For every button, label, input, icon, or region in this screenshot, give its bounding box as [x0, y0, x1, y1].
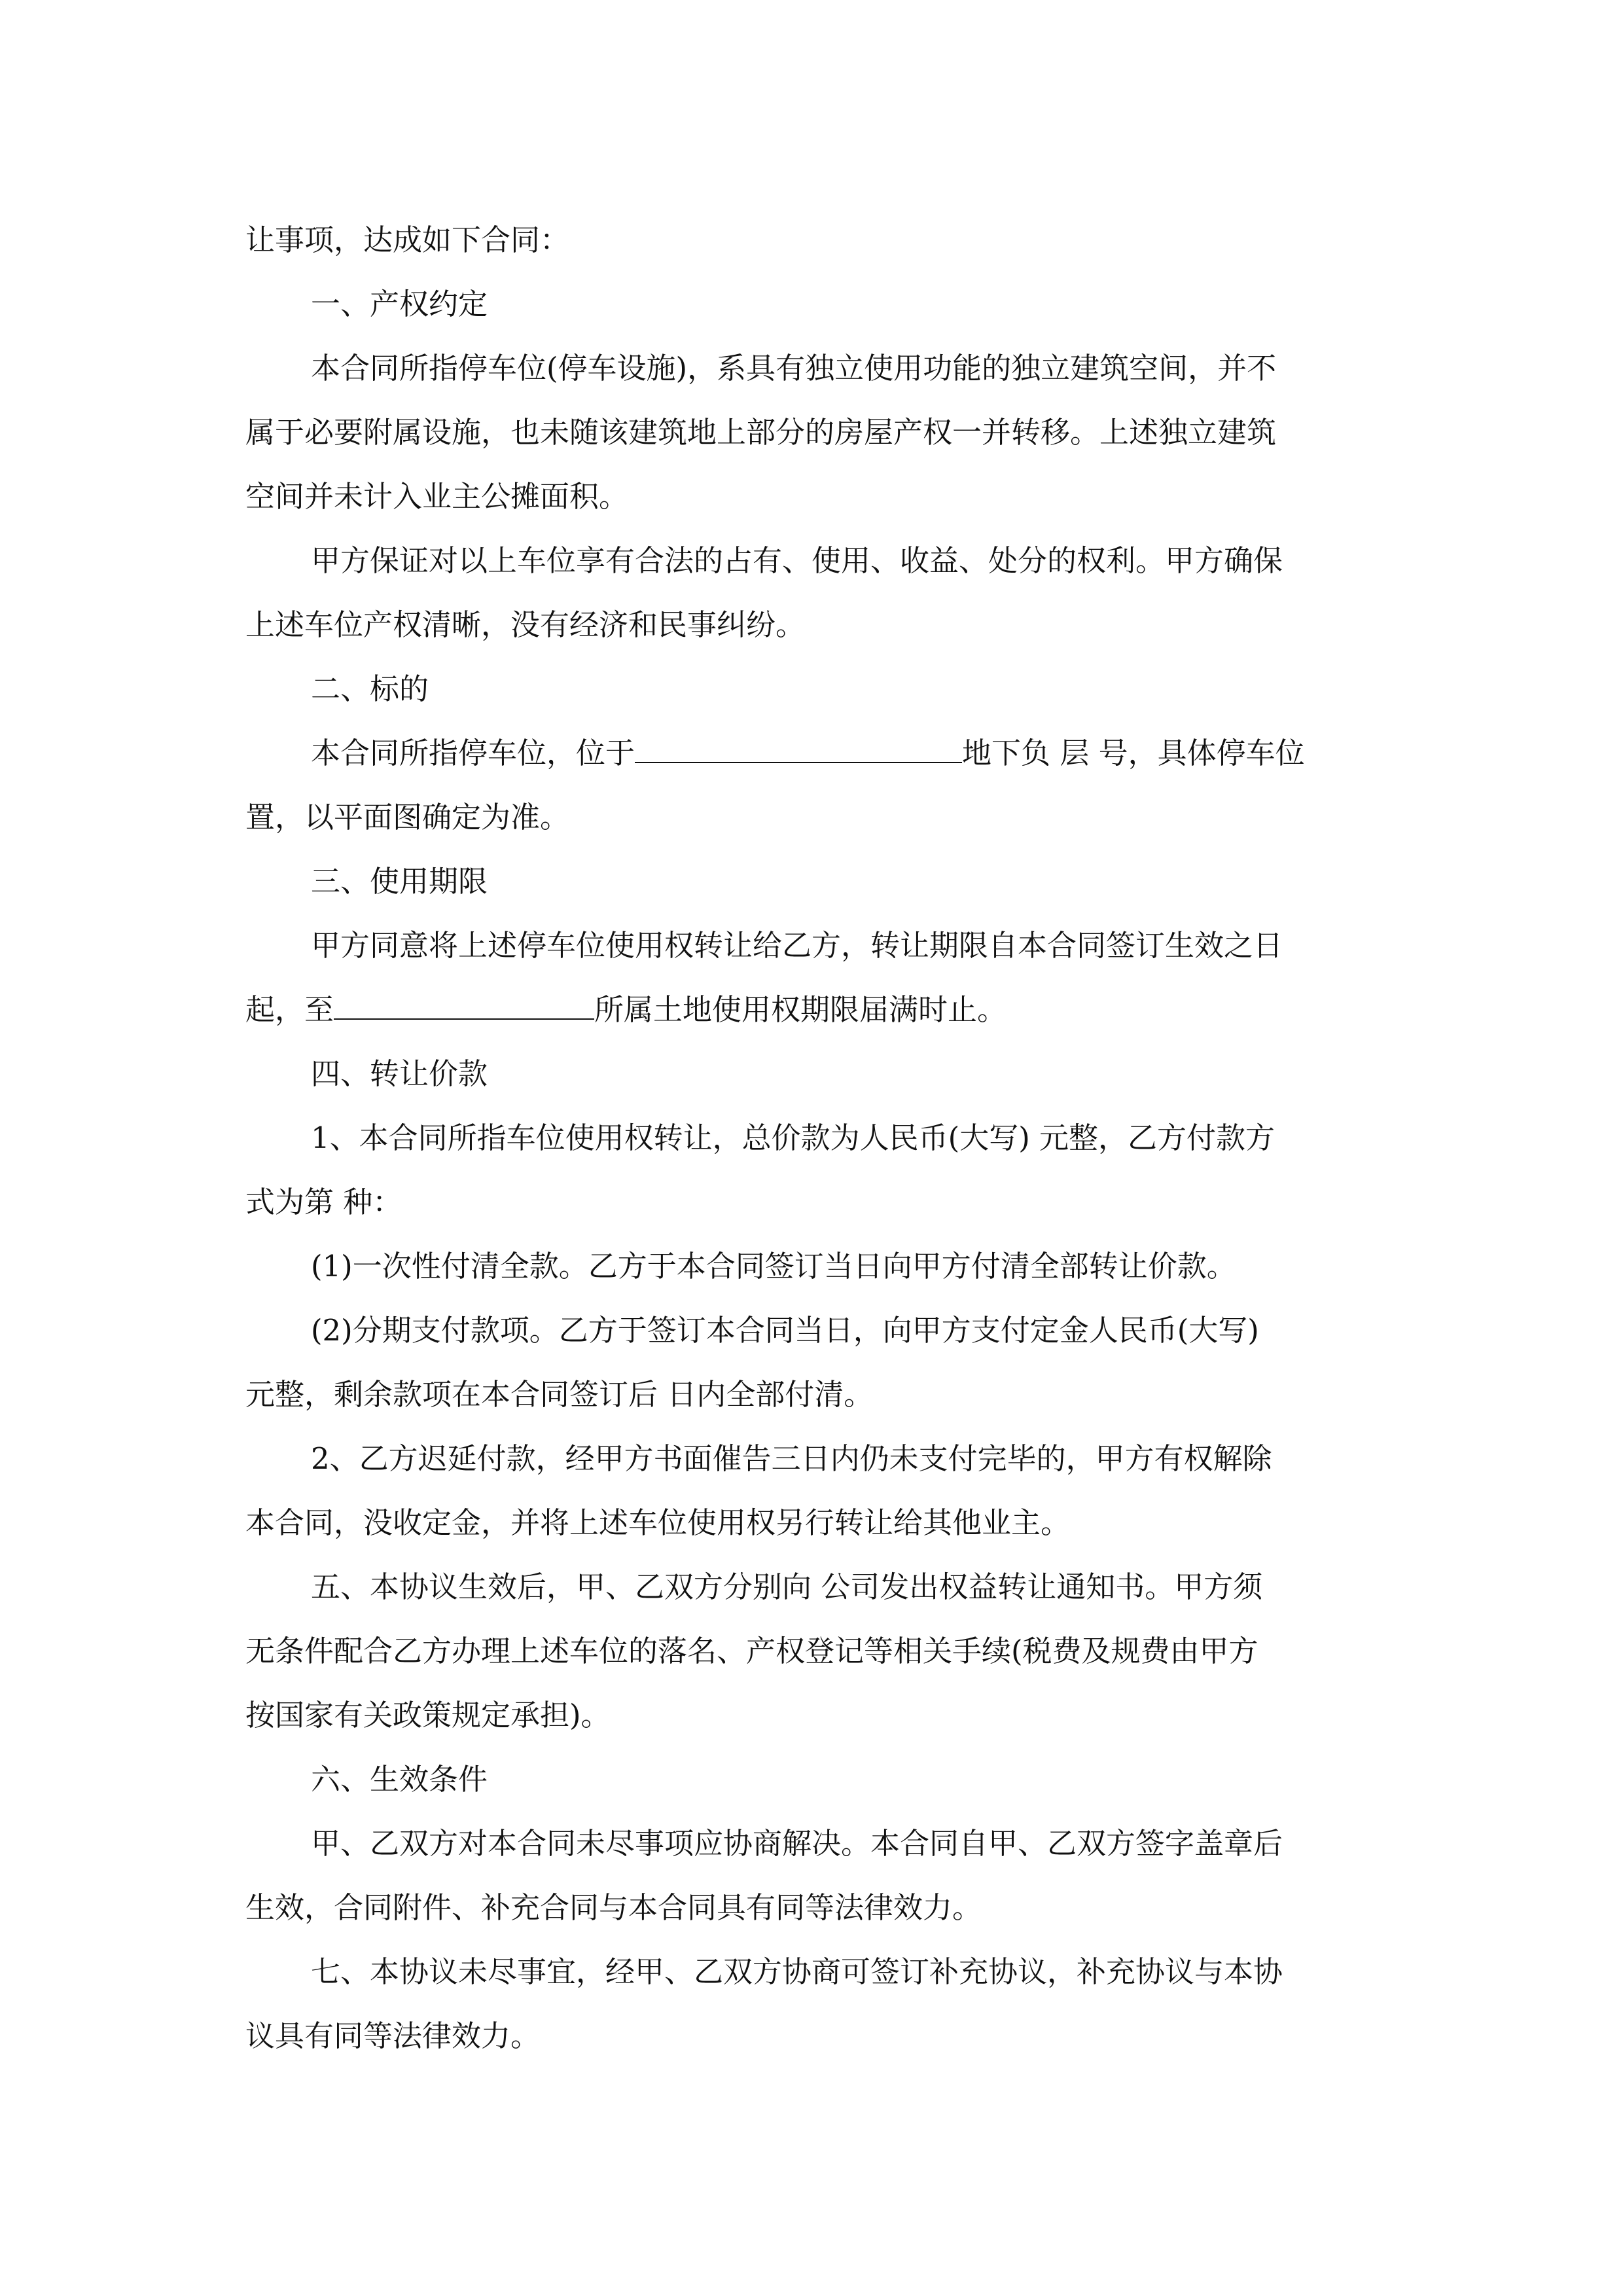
text-line: 元整，剩余款项在本合同签订后 日内全部付清。	[245, 1377, 874, 1412]
text-segment: 所属土地使用权期限届满时止。	[594, 992, 1007, 1027]
text-line: 七、本协议未尽事宜，经甲、乙双方协商可签订补充协议，补充协议与本协	[311, 1954, 1283, 1989]
text-line-with-blank	[245, 721, 1378, 785]
text-line: 式为第 种：	[245, 1185, 402, 1219]
section-heading-property-rights: 一、产权约定	[311, 287, 488, 321]
text-segment: 起，至	[245, 992, 334, 1027]
text-segment: 本合同所指停车位，位于	[311, 736, 635, 770]
text-line: 上述车位产权清晰，没有经济和民事纠纷。	[245, 607, 806, 642]
section-heading-effective-conditions: 六、生效条件	[311, 1762, 488, 1797]
text-line: 1、本合同所指车位使用权转让，总价款为人民币(大写) 元整，乙方付款方	[311, 1121, 1275, 1155]
text-line: 甲方保证对以上车位享有合法的占有、使用、收益、处分的权利。甲方确保	[311, 543, 1283, 578]
text-line: (2)分期支付款项。乙方于签订本合同当日，向甲方支付定金人民币(大写)	[311, 1313, 1259, 1348]
text-line: 让事项，达成如下合同：	[245, 223, 570, 257]
text-line: 2、乙方迟延付款，经甲方书面催告三日内仍未支付完毕的，甲方有权解除	[311, 1441, 1272, 1476]
text-line: 五、本协议生效后，甲、乙双方分别向 公司发出权益转让通知书。甲方须	[311, 1570, 1263, 1604]
text-line: 按国家有关政策规定承担)。	[245, 1698, 611, 1732]
section-heading-price: 四、转让价款	[311, 1056, 488, 1091]
text-line: 置，以平面图确定为准。	[245, 800, 570, 834]
text-line: 本合同所指停车位(停车设施)，系具有独立使用功能的独立建筑空间，并不	[311, 351, 1277, 386]
text-line: 议具有同等法律效力。	[245, 2018, 541, 2053]
text-line: 无条件配合乙方办理上述车位的落名、产权登记等相关手续(税费及规费由甲方	[245, 1634, 1258, 1668]
text-line: 生效，合同附件、补充合同与本合同具有同等法律效力。	[245, 1890, 982, 1925]
text-line: 本合同，没收定金，并将上述车位使用权另行转让给其他业主。	[245, 1505, 1071, 1540]
term-blank-line	[334, 979, 594, 1020]
section-heading-term: 三、使用期限	[311, 864, 488, 899]
text-line: 甲、乙双方对本合同未尽事项应协商解决。本合同自甲、乙双方签字盖章后	[311, 1826, 1283, 1861]
text-line: 空间并未计入业主公摊面积。	[245, 479, 629, 514]
text-line: (1)一次性付清全款。乙方于本合同签订当日向甲方付清全部转让价款。	[311, 1249, 1236, 1283]
text-line: 属于必要附属设施，也未随该建筑地上部分的房屋产权一并转移。上述独立建筑	[245, 415, 1277, 450]
text-segment: 地下负 层 号，具体停车位	[962, 736, 1305, 770]
text-line: 甲方同意将上述停车位使用权转让给乙方，转让期限自本合同签订生效之日	[311, 928, 1283, 963]
section-heading-subject: 二、标的	[311, 672, 429, 706]
location-blank-line	[635, 723, 962, 763]
text-line-with-blank	[245, 978, 1378, 1042]
